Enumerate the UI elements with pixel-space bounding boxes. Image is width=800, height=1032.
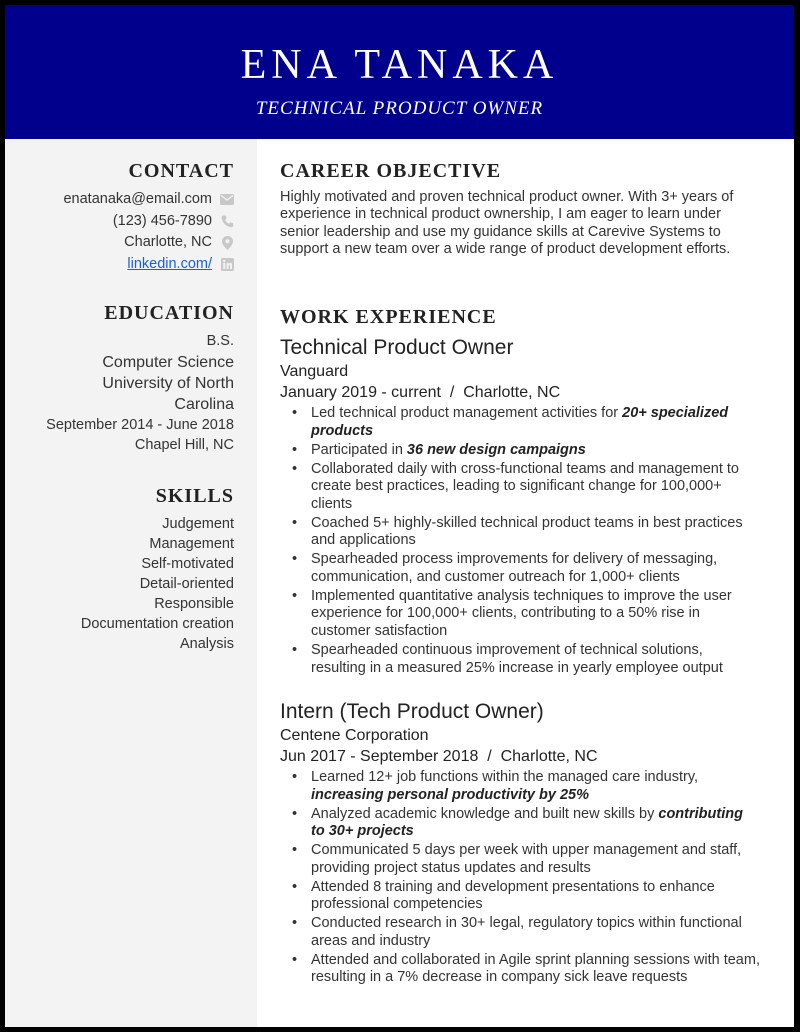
candidate-name: ENA TANAKA [240, 42, 559, 88]
job-meta: Jun 2017 - September 2018 / Charlotte, NC [280, 748, 598, 765]
major: Computer Science [102, 353, 234, 371]
job-entry [280, 699, 760, 989]
list-item: • Attended and collaborated in Agile sprint planning sessions with team, resulting in a 7% decrease in company sick leave requests [280, 952, 760, 987]
skill-item: Self-motivated [141, 556, 234, 572]
job-bullets [280, 405, 760, 677]
job-title: Intern (Tech Product Owner) [280, 700, 544, 723]
contact-location [4, 232, 234, 254]
skill-item: Management [149, 536, 234, 552]
education-heading: EDUCATION [104, 302, 234, 324]
linkedin-icon [220, 257, 234, 271]
candidate-title: TECHNICAL PRODUCT OWNER [255, 98, 544, 119]
skills-heading: SKILLS [155, 485, 234, 507]
skill-item: Judgement [162, 516, 234, 532]
skill-item: Detail-oriented [139, 576, 234, 592]
email-text: enatanaka@email.com [63, 191, 212, 207]
job-dates: Jun 2017 - September 2018 [280, 748, 479, 765]
list-item: • Spearheaded continuous improvement of technical solutions, resulting in a measured 25% increase in yearly employee output [280, 642, 760, 677]
list-item: • Analyzed academic knowledge and built new skills by contributing to 30+ projects [280, 806, 760, 841]
sidebar [5, 139, 257, 1027]
list-item: • Coached 5+ highly-skilled technical product teams in best practices and applications [280, 515, 760, 550]
objective-text: Highly motivated and proven technical product owner. With 3+ years of experience in technical product ownership, I am eager to learn under senior leadership and use my guidance skills at Carevive Systems to support a new team over a wide range of product development efforts. [280, 189, 734, 257]
skill-item: Documentation creation [80, 616, 234, 632]
linkedin-link[interactable]: linkedin.com/ [127, 255, 212, 272]
job-title: Technical Product Owner [280, 336, 514, 359]
job-location: Charlotte, NC [500, 748, 598, 765]
job-company: Vanguard [280, 363, 349, 380]
job-meta: January 2019 - current / Charlotte, NC [280, 384, 561, 401]
contact-heading: CONTACT [128, 160, 234, 182]
envelope-icon [220, 193, 234, 207]
job-company: Centene Corporation [280, 727, 429, 744]
list-item: • Participated in 36 new design campaigns [280, 442, 760, 460]
list-item: • Implemented quantitative analysis techniques to improve the user experience for 100,000+ clients, contributing to a 50% rise in customer satisfaction [280, 588, 760, 641]
experience-heading: WORK EXPERIENCE [280, 306, 497, 328]
phone-icon [220, 214, 234, 228]
degree: B.S. [206, 333, 234, 349]
skill-item: Analysis [180, 636, 234, 652]
list-item: • Led technical product management activities for 20+ specialized products [280, 405, 760, 440]
resume-header [5, 5, 794, 139]
location-text: Charlotte, NC [124, 234, 212, 250]
objective-heading: CAREER OBJECTIVE [280, 160, 502, 182]
education-location: Chapel Hill, NC [134, 436, 234, 453]
list-item: • Communicated 5 days per week with upper management and staff, providing project status updates and results [280, 842, 760, 877]
job-dates: January 2019 - current [280, 384, 441, 401]
contact-section [4, 159, 234, 275]
school-line-2: Carolina [174, 395, 234, 413]
map-pin-icon [220, 236, 234, 250]
list-item: • Attended 8 training and development presentations to enhance professional competencies [280, 879, 760, 914]
list-item: • Spearheaded process improvements for delivery of messaging, communication, and customer outreach for 1,000+ clients [280, 551, 760, 586]
list-item: • Learned 12+ job functions within the managed care industry, increasing personal productivity by 25% [280, 769, 760, 804]
school-line-1: University of North [102, 374, 234, 392]
job-location: Charlotte, NC [463, 384, 561, 401]
skills-section [4, 484, 234, 654]
contact-phone [4, 211, 234, 233]
list-item: • Conducted research in 30+ legal, regulatory topics within functional areas and industry [280, 915, 760, 950]
education-dates: September 2014 - June 2018 [46, 416, 234, 433]
contact-email [4, 189, 234, 211]
education-section [4, 301, 234, 455]
job-entry [280, 335, 760, 679]
list-item: • Collaborated daily with cross-functional teams and management to create best practices, leading to significant change for 100,000+ clients [280, 461, 760, 514]
job-bullets [280, 769, 760, 987]
contact-linkedin [4, 254, 234, 276]
skill-item: Responsible [154, 596, 234, 612]
phone-text: (123) 456-7890 [112, 212, 212, 229]
